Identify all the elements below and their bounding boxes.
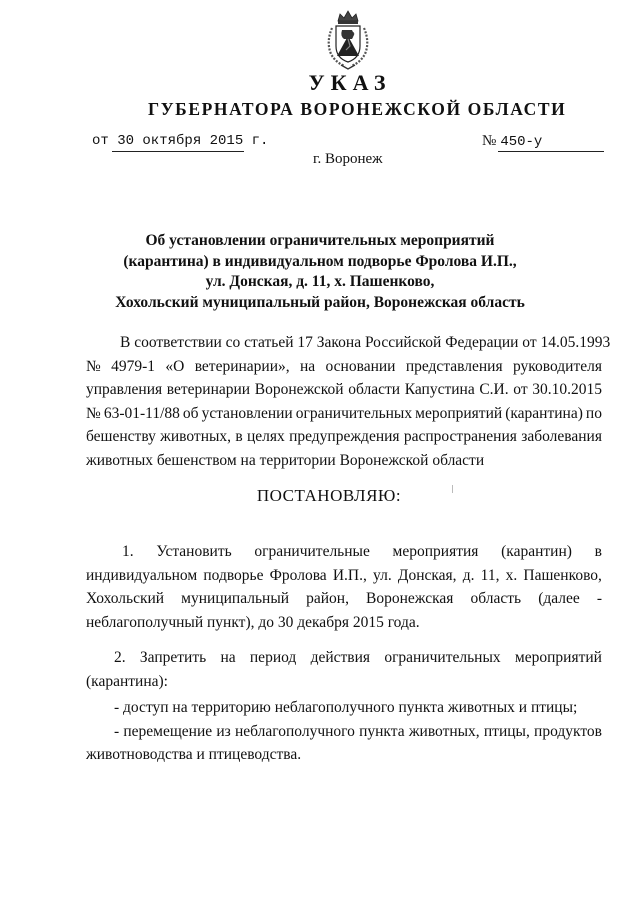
word: «О — [165, 357, 185, 375]
word: заболевания — [521, 428, 602, 446]
word: пункта — [359, 722, 405, 740]
word: животных, — [408, 722, 480, 740]
word: управления — [86, 381, 163, 399]
bullet-item: - доступ на территорию неблагополучного пункта животных и птицы; — [114, 699, 578, 716]
document-city: г. Воронеж — [313, 151, 383, 167]
word: (далее — [538, 590, 580, 608]
bullet-item-continuation: животноводства и птицеводства. — [86, 746, 302, 764]
word: области — [348, 381, 401, 399]
word: животных, — [160, 428, 232, 446]
word: д. — [462, 566, 475, 584]
word: предупреждения — [289, 428, 400, 446]
word: 30.10.2015 — [532, 381, 602, 399]
word: в — [594, 543, 602, 560]
word: - — [596, 590, 602, 608]
word: Воронежская — [366, 590, 454, 608]
word: - — [114, 722, 120, 740]
word: С.И. — [479, 381, 509, 399]
word: распространения — [403, 428, 517, 446]
preamble-line: В соответствии со статьей 17 Закона Российской Федерации от 14.05.1993 — [120, 334, 611, 351]
word: на — [300, 357, 316, 375]
document-date: от 30 октября 2015 г. — [92, 133, 269, 149]
word: продуктов — [534, 722, 602, 740]
word: ул. — [373, 566, 392, 584]
word: перемещение — [123, 722, 213, 740]
word: Запретить — [139, 649, 207, 666]
word: из — [216, 722, 231, 740]
number-sign: № — [482, 133, 497, 149]
word: подворье — [203, 566, 264, 584]
number-underline — [498, 151, 604, 152]
word: об — [182, 404, 199, 422]
word: ограничительных — [295, 404, 413, 422]
word: мероприятия — [392, 543, 479, 560]
word: представления — [405, 357, 503, 375]
preamble-paragraph — [86, 331, 611, 473]
heading-line: (карантина) в индивидуальном подворье Фролова И.П., — [123, 252, 517, 270]
item-2-line — [86, 646, 602, 670]
word: мероприятий — [415, 404, 503, 422]
word: ограничительные — [254, 543, 370, 560]
word: от — [513, 381, 528, 399]
word: ограничительных — [384, 649, 501, 666]
word: руководителя — [512, 357, 602, 375]
word: Установить — [156, 543, 232, 560]
word: в — [235, 428, 243, 446]
number-value: 450-у — [500, 134, 543, 150]
word: Фролова — [269, 566, 327, 584]
item-1-line — [86, 587, 602, 611]
word: (карантина) — [505, 404, 583, 422]
preamble-line — [86, 402, 602, 426]
document-number — [482, 133, 542, 150]
item-1-line: неблагополучный пункт), до 30 декабря 2015 года. — [86, 613, 420, 631]
word: ветеринарии», — [194, 357, 290, 375]
word: индивидуальном — [86, 566, 198, 584]
word: (карантин) — [501, 543, 572, 560]
bullet-item — [86, 720, 602, 744]
word: птицы, — [483, 722, 530, 740]
word: на — [220, 649, 236, 666]
document-title: УКАЗ — [308, 70, 392, 95]
item-2-paragraph — [86, 646, 602, 693]
word: установлении — [201, 404, 293, 422]
preamble-line — [86, 425, 602, 449]
heading-line: ул. Донская, д. 11, х. Пашенково, — [205, 273, 435, 290]
word: муниципальный — [181, 590, 290, 608]
coat-of-arms-emblem — [323, 8, 373, 70]
word: 11, — [480, 566, 500, 584]
word: 63-01-11/88 — [103, 404, 180, 422]
word: ветеринарии — [166, 381, 251, 399]
preamble-line: животных бешенством на территории Воронежской области — [86, 451, 485, 469]
item-1-paragraph — [86, 540, 602, 634]
date-underline — [112, 151, 244, 152]
word: основании — [325, 357, 396, 375]
preamble-line — [86, 378, 602, 402]
document-subtitle: ГУБЕРНАТОРА ВОРОНЕЖСКОЙ ОБЛАСТИ — [148, 99, 567, 119]
word: 4979-1 — [111, 357, 156, 375]
word: Воронежской — [254, 381, 344, 399]
word: № — [86, 357, 101, 375]
word: неблагополучного — [234, 722, 355, 740]
word: бешенству — [86, 428, 156, 446]
word: область — [470, 590, 522, 608]
item-1-line — [86, 564, 602, 588]
decree-word: ПОСТАНОВЛЯЮ: — [256, 486, 402, 505]
heading-line: Об установлении ограничительных мероприятий — [145, 232, 495, 249]
word: Пашенково, — [523, 566, 602, 584]
word: целях — [246, 428, 285, 446]
word: И.П., — [332, 566, 367, 584]
word: район, — [306, 590, 349, 608]
bullet-list — [86, 696, 602, 767]
word: № — [86, 404, 101, 422]
word: х. — [505, 566, 518, 584]
heading-line: Хохольский муниципальный район, Воронежская область — [115, 293, 525, 311]
item-1-line — [86, 540, 602, 564]
word: действия — [310, 649, 371, 666]
preamble-line — [86, 355, 602, 379]
word: мероприятий — [514, 649, 602, 666]
word: по — [585, 404, 602, 422]
word: период — [249, 649, 297, 666]
document-heading — [70, 231, 570, 313]
word: 2. — [114, 649, 126, 666]
scan-mark — [452, 485, 453, 493]
word: Хохольский — [86, 590, 165, 608]
word: 1. — [122, 543, 134, 560]
word: Донская, — [397, 566, 457, 584]
word: Капустина — [404, 381, 475, 399]
item-2-line: (карантина): — [86, 672, 168, 690]
